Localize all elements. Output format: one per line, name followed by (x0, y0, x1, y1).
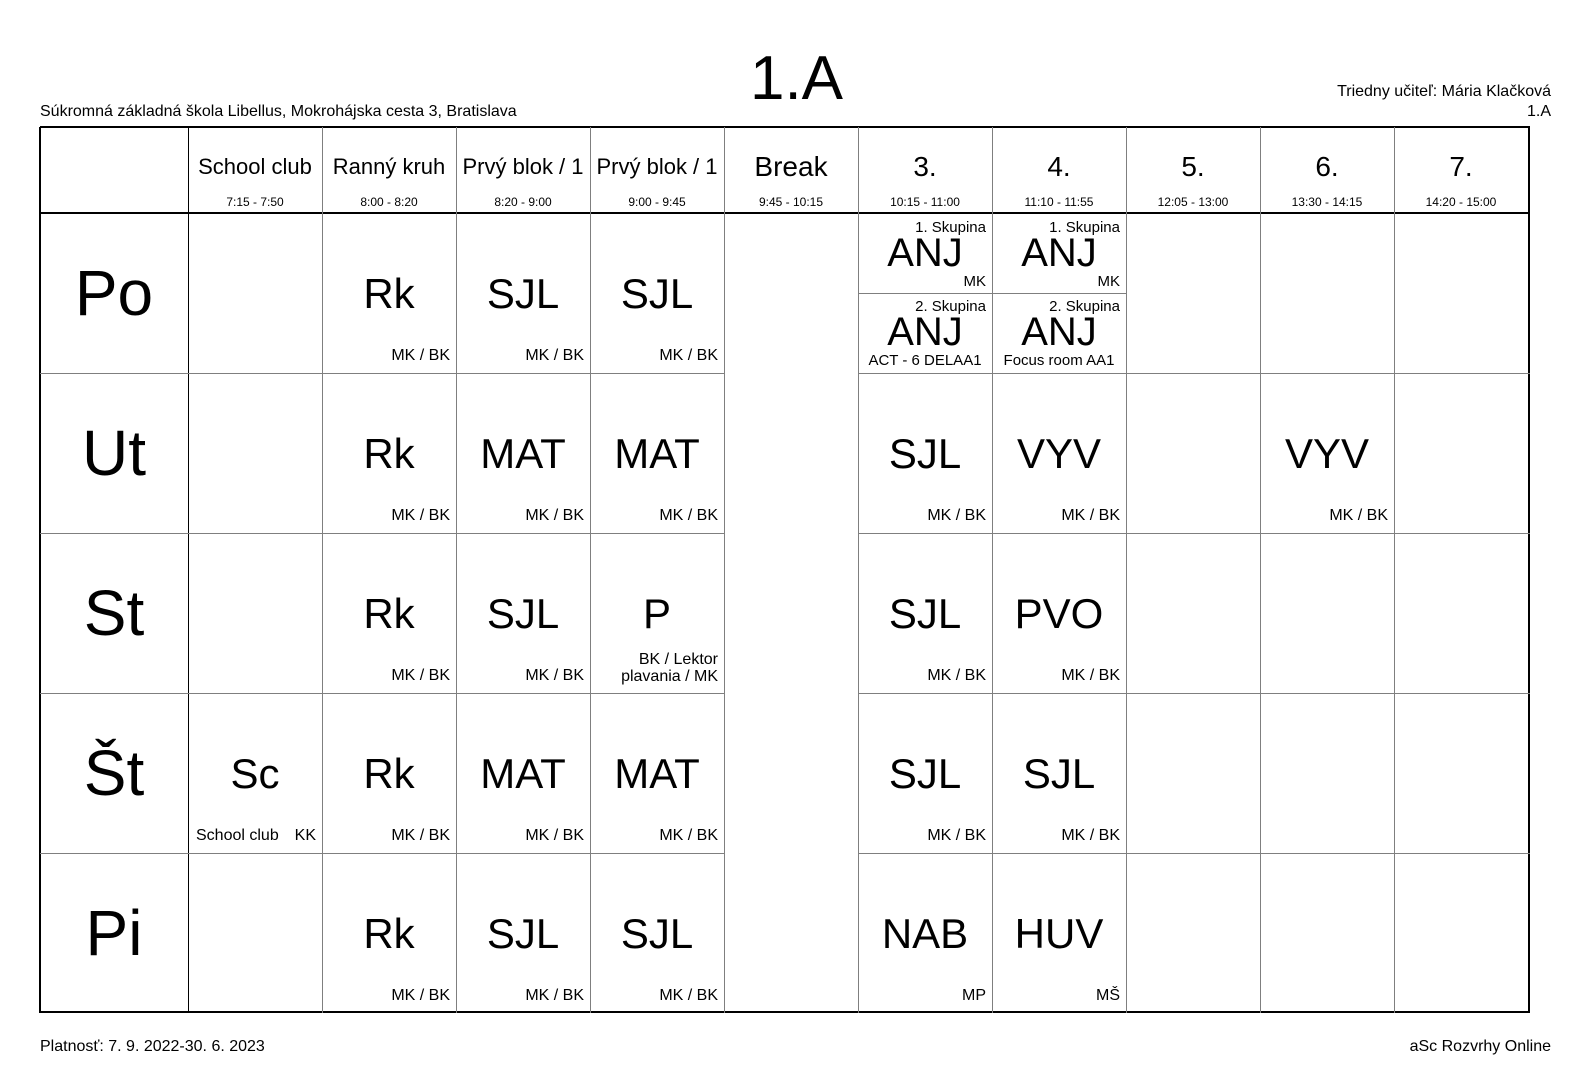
lesson-teacher: MK / BK (1329, 507, 1388, 524)
lesson-cell[interactable] (590, 533, 724, 693)
day-label-po: Po (74, 257, 154, 329)
lesson-subject: Rk (363, 750, 415, 797)
lesson-teacher: plavania / MK (621, 668, 718, 685)
lesson-subject: MAT (614, 750, 700, 797)
lesson-cell[interactable] (992, 853, 1126, 1011)
period-name: 6. (1315, 151, 1339, 182)
period-header-4 (992, 127, 1126, 213)
timetable-grid (40, 127, 1530, 1013)
day-label-pi: Pi (85, 897, 143, 969)
period-time: 8:20 - 9:00 (494, 195, 552, 209)
lesson-teacher: MK / BK (659, 507, 718, 524)
period-name: Break (754, 151, 828, 182)
lesson-cell[interactable] (188, 693, 322, 853)
lesson-cell[interactable] (992, 533, 1126, 693)
lesson-subject: MAT (614, 430, 700, 477)
lesson-subject: SJL (486, 270, 560, 317)
grid-border-right (1528, 127, 1530, 1013)
column-line (724, 127, 725, 1013)
period-time: 14:20 - 15:00 (1425, 195, 1497, 209)
lesson-cell[interactable] (590, 693, 724, 853)
lesson-subject: VYV (1284, 430, 1370, 477)
period-name: Ranný kruh (332, 154, 446, 179)
lesson-teacher: MK / BK (927, 507, 986, 524)
lesson-teacher: MK / BK (391, 347, 450, 364)
lesson-subject: SJL (620, 910, 694, 957)
lesson-teacher: MK / BK (391, 507, 450, 524)
column-line (1126, 127, 1127, 1013)
lesson-cell[interactable] (456, 693, 590, 853)
column-line (1260, 127, 1261, 1013)
period-header-prvy-blok-b (590, 127, 724, 213)
lesson-subject: PVO (1014, 590, 1104, 637)
lesson-cell[interactable] (322, 853, 456, 1011)
lesson-teacher: MK / BK (659, 827, 718, 844)
lesson-subject: SJL (888, 430, 962, 477)
period-header-7 (1394, 127, 1528, 213)
lesson-cell[interactable] (456, 373, 590, 533)
day-label-st: St (83, 577, 145, 649)
lesson-subject: NAB (881, 910, 969, 957)
lesson-cell[interactable] (456, 213, 590, 373)
lesson-teacher: MK / BK (659, 987, 718, 1004)
lesson-teacher: MK / BK (1061, 507, 1120, 524)
period-time: 11:10 - 11:55 (1024, 195, 1094, 209)
lesson-cell[interactable] (322, 373, 456, 533)
lesson-cell[interactable] (858, 373, 992, 533)
lesson-teacher: MK / BK (525, 827, 584, 844)
lesson-subject: Rk (363, 270, 415, 317)
lesson-teacher: MK / BK (391, 987, 450, 1004)
period-name: Prvý blok / 1 (596, 154, 718, 179)
lesson-teacher: BK / Lektor (638, 651, 718, 668)
day-label-stv: Št (83, 737, 145, 809)
lesson-cell[interactable] (456, 853, 590, 1011)
lesson-teacher: MK / BK (525, 667, 584, 684)
lesson-subject: ANJ (1021, 231, 1097, 275)
lesson-teacher: MK / BK (525, 347, 584, 364)
period-header-6 (1260, 127, 1394, 213)
lesson-teacher: MK / BK (391, 667, 450, 684)
lesson-group: 2. Skupina (1049, 298, 1120, 315)
lesson-teacher: MK / BK (525, 987, 584, 1004)
lesson-cell[interactable] (590, 373, 724, 533)
lesson-cell[interactable] (858, 533, 992, 693)
lesson-cell[interactable] (590, 213, 724, 373)
lesson-teacher: Focus room AA1 (1003, 352, 1115, 369)
period-name: 3. (913, 151, 937, 182)
lesson-teacher: MK / BK (525, 507, 584, 524)
period-time: 13:30 - 14:15 (1291, 195, 1363, 209)
period-header-5 (1126, 127, 1260, 213)
period-time: 12:05 - 13:00 (1157, 195, 1229, 209)
column-line (1394, 127, 1395, 1013)
period-header-prvy-blok-a (456, 127, 590, 213)
lesson-subject: MAT (480, 430, 566, 477)
lesson-subject: SJL (486, 910, 560, 957)
period-name: Prvý blok / 1 (462, 154, 584, 179)
lesson-teacher: MP (962, 987, 986, 1004)
class-teacher: Triedny učiteľ: Mária Klačková (1337, 83, 1551, 100)
lesson-subject: Rk (363, 910, 415, 957)
lesson-teacher: MK / BK (1061, 827, 1120, 844)
period-time: 7:15 - 7:50 (226, 195, 284, 209)
lesson-teacher: MK / BK (391, 827, 450, 844)
day-label-ut: Ut (82, 417, 146, 489)
period-header-break (724, 127, 858, 213)
lesson-subject: SJL (888, 590, 962, 637)
lesson-subject: ANJ (887, 231, 963, 275)
lesson-teacher: ACT - 6 DELAA1 (868, 352, 982, 369)
lesson-subject: Rk (363, 430, 415, 477)
lesson-subject: P (642, 590, 671, 637)
lesson-cell[interactable] (992, 373, 1126, 533)
lesson-cell[interactable] (1260, 373, 1394, 533)
period-time: 9:00 - 9:45 (628, 195, 686, 209)
period-time: 10:15 - 11:00 (890, 195, 960, 209)
lesson-teacher: MK / BK (1061, 667, 1120, 684)
lesson-cell-group-2[interactable] (992, 293, 1126, 373)
period-time: 9:45 - 10:15 (758, 195, 824, 209)
lesson-cell[interactable] (590, 853, 724, 1011)
period-header-school-club (188, 127, 322, 213)
lesson-subject: ANJ (1021, 310, 1097, 354)
period-time: 8:00 - 8:20 (360, 195, 418, 209)
lesson-subject: SJL (888, 750, 962, 797)
period-header-ranny-kruh (322, 127, 456, 213)
period-name: School club (198, 154, 312, 179)
lesson-teacher: MK / BK (659, 347, 718, 364)
lesson-cell[interactable] (858, 693, 992, 853)
period-header-3 (858, 127, 992, 213)
page-title: 1.A (749, 44, 844, 113)
lesson-group: 2. Skupina (915, 298, 986, 315)
lesson-cell[interactable] (322, 533, 456, 693)
day-column-separator (188, 127, 189, 1013)
class-code: 1.A (1526, 103, 1551, 120)
lesson-room: School club (196, 827, 279, 844)
period-name: 7. (1449, 151, 1473, 182)
lesson-group: 1. Skupina (1049, 219, 1120, 236)
lesson-subject: HUV (1014, 910, 1104, 957)
validity-period: Platnosť: 7. 9. 2022-30. 6. 2023 (40, 1038, 265, 1055)
lesson-subject: SJL (486, 590, 560, 637)
lesson-subject: Rk (363, 590, 415, 637)
grid-border-bottom (40, 1011, 1530, 1013)
period-name: 4. (1047, 151, 1071, 182)
period-name: 5. (1181, 151, 1205, 182)
lesson-cell[interactable] (322, 693, 456, 853)
lesson-subject: Sc (230, 750, 280, 797)
lesson-subject: SJL (620, 270, 694, 317)
lesson-teacher: MK (1097, 273, 1120, 290)
lesson-subject: MAT (480, 750, 566, 797)
lesson-subject: VYV (1016, 430, 1102, 477)
lesson-subject: ANJ (887, 310, 963, 354)
lesson-cell[interactable] (992, 693, 1126, 853)
lesson-teacher: MK / BK (927, 667, 986, 684)
lesson-teacher: MK / BK (927, 827, 986, 844)
lesson-cell[interactable] (456, 533, 590, 693)
lesson-cell-group-1[interactable] (992, 213, 1126, 293)
brand-label: aSc Rozvrhy Online (1409, 1038, 1551, 1055)
lesson-cell-group-2[interactable] (858, 293, 992, 373)
lesson-cell-group-1[interactable] (858, 213, 992, 293)
lesson-group: 1. Skupina (915, 219, 986, 236)
lesson-teacher: MK (963, 273, 986, 290)
lesson-subject: SJL (1022, 750, 1096, 797)
lesson-teacher: MŠ (1096, 987, 1120, 1004)
lesson-cell[interactable] (322, 213, 456, 373)
lesson-teacher: KK (294, 827, 316, 844)
school-name: Súkromná základná škola Libellus, Mokrohájska cesta 3, Bratislava (40, 103, 517, 120)
lesson-cell[interactable] (858, 853, 992, 1011)
